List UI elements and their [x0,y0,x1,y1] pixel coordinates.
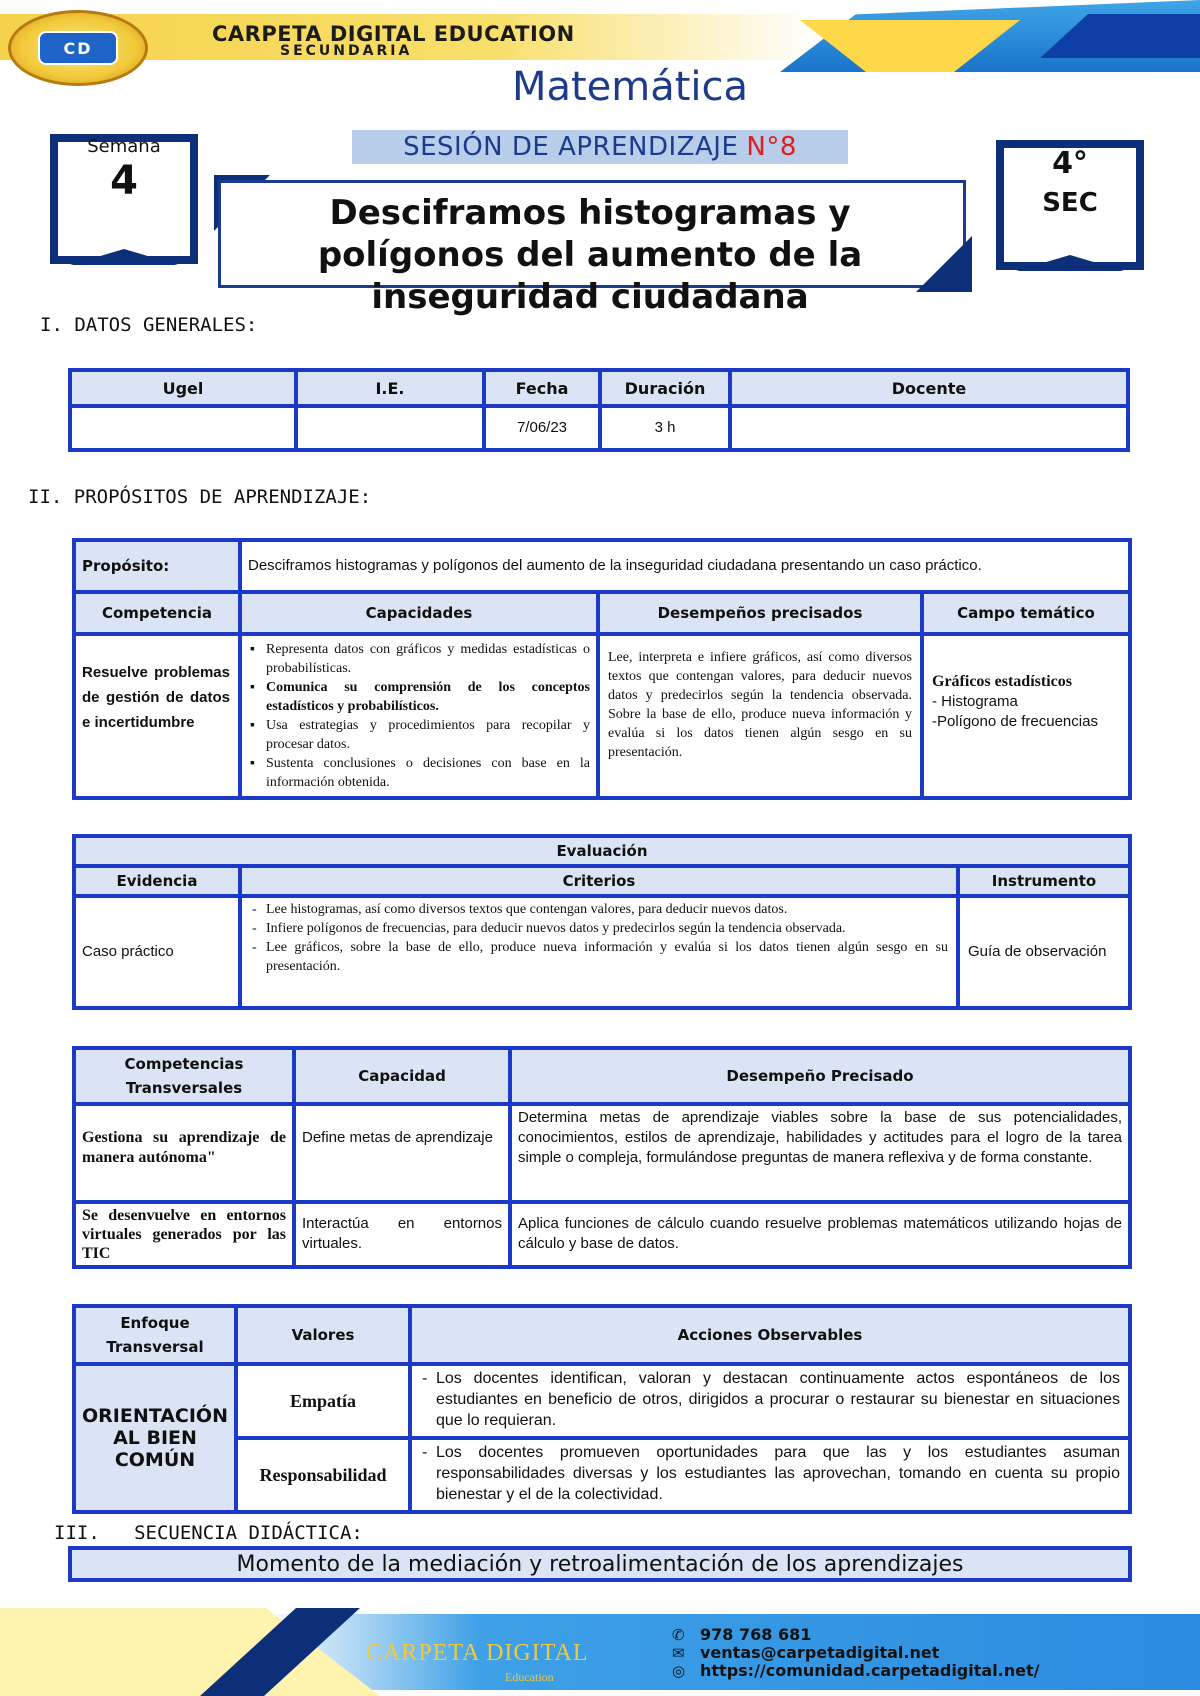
accion-cell [412,1440,1128,1510]
transversal-capacidad: Define metas de aprendizaje [296,1106,508,1200]
purpose-label: Propósito: [76,542,238,590]
col-ie: I.E. [298,372,482,404]
evaluation-table [72,834,1132,1010]
footer-brand-sub: Education [505,1670,554,1684]
valor-cell: Empatía [238,1366,408,1436]
evaluation-title: Evaluación [76,838,1128,864]
session-label-box [352,130,848,164]
accion-list [420,1442,1120,1505]
cell-ugel [72,408,294,448]
week-label: Semana [87,136,161,157]
footer-phone-row [672,1626,1039,1644]
grade-badge-inner [1004,148,1136,262]
grade-badge [996,140,1144,270]
col-evidencia: Evidencia [76,868,238,894]
col-docente: Docente [732,372,1126,404]
col-ugel: Ugel [72,372,294,404]
campo-title: Gráficos estadísticos [932,673,1072,690]
transversal-desempeno: Aplica funciones de cálculo cuando resuelve problemas matemáticos utilizando hojas de cálculo y base de datos. [512,1204,1128,1265]
section1-heading: I. DATOS GENERALES: [40,314,258,336]
col-capacidad: Capacidad [296,1050,508,1102]
section3-heading: III. SECUENCIA DIDÁCTICA: [54,1522,363,1544]
purpose-text: Desciframos histogramas y polígonos del aumento de la inseguridad ciudadana presentando un caso práctico. [242,542,1128,590]
accion-cell [412,1366,1128,1436]
footer-url-row [672,1662,1039,1680]
enfoque-table [72,1304,1132,1514]
capacidad-item: ▪ Comunica su comprensión de los conceptos estadísticos y probabilísticos. [248,678,590,716]
valor-cell: Responsabilidad [238,1440,408,1510]
moment-title: Momento de la mediación y retroalimentación de los aprendizajes [72,1550,1128,1578]
col-competencia: Competencia [76,594,238,632]
session-number: N°8 [746,132,797,162]
criterio-item: - Lee histogramas, así como diversos textos que contengan valores, para deducir nuevos datos. [250,900,948,919]
col-valores: Valores [238,1308,408,1362]
col-fecha: Fecha [486,372,598,404]
general-data-table [68,368,1130,452]
brand-title: CARPETA DIGITAL EDUCATION [212,22,575,46]
campo-item: - Histograma [932,693,1018,710]
phone-icon: ✆ [672,1626,685,1644]
accion-item: - Los docentes identifican, valoran y destacan continuamente actos espontáneos de los estudiantes en beneficio de otros, dirigidos a procurar o restaurar su bienestar en situaciones que lo requieran. [420,1368,1120,1431]
campo-cell [924,636,1128,796]
campo-item: -Polígono de frecuencias [932,713,1098,730]
logo-text: CD [38,31,118,65]
capacidades-list [248,640,590,792]
brand-subtitle: SECUNDARIA [280,43,413,59]
transversal-capacidad: Interactúa en entornos virtuales. [296,1204,508,1265]
footer-email-row [672,1644,1039,1662]
cell-fecha: 7/06/23 [486,408,598,448]
col-campo: Campo temático [924,594,1128,632]
instrumento-cell: Guía de observación [960,898,1128,1006]
criterios-list [250,900,948,976]
capacidad-item: ▪ Representa datos con gráficos y medidas estadísticas o probabilísticas. [248,640,590,678]
cell-docente [732,408,1126,448]
col-criterios: Criterios [242,868,956,894]
col-enfoque: Enfoque Transversal [76,1308,234,1362]
week-badge [50,134,198,264]
cell-ie [298,408,482,448]
footer-email[interactable]: ventas@carpetadigital.net [700,1643,940,1662]
globe-icon: ◎ [672,1662,686,1680]
transversal-competencia: Se desenvuelve en entornos virtuales generados por las TIC [76,1204,292,1265]
moment-table [68,1546,1132,1582]
transversal-competencies-table [72,1046,1132,1269]
subject-title: Matemática [511,64,749,110]
grade-number: 4° [1052,146,1088,181]
col-capacidades: Capacidades [242,594,596,632]
footer-url[interactable]: https://comunidad.carpetadigital.net/ [700,1661,1040,1680]
competencia-cell: Resuelve problemas de gestión de datos e incertidumbre [76,636,238,796]
col-instrumento: Instrumento [960,868,1128,894]
col-acciones: Acciones Observables [412,1308,1128,1362]
col-duracion: Duración [602,372,728,404]
cell-duracion: 3 h [602,408,728,448]
criterio-item: - Infiere polígonos de frecuencias, para deducir nuevos datos y predecirlos según la tendencia observada. [250,919,948,938]
grade-label: SEC [1042,188,1098,218]
capacidad-item: ▪ Sustenta conclusiones o decisiones con base en la información obtenida. [248,754,590,792]
week-badge-inner [58,136,190,256]
col-desempeno-precisado: Desempeño Precisado [512,1050,1128,1102]
mail-icon: ✉ [672,1644,685,1662]
footer-contact [672,1626,1039,1680]
capacidades-cell [242,636,596,796]
evidencia-cell: Caso práctico [76,898,238,1006]
footer-brand: CARPETA DIGITAL [366,1640,589,1666]
transversal-desempeno: Determina metas de aprendizaje viables sobre la base de sus potencialidades, conocimientos, estilos de aprendizaje, habilidades y actitudes para el logro de la tarea simple o compleja, formulándose preguntas de manera reflexiva y de forma constante. [512,1106,1128,1200]
lesson-title: Desciframos histogramas y polígonos del aumento de la inseguridad ciudadana [317,193,863,317]
transversal-competencia: Gestiona su aprendizaje de manera autónoma" [76,1106,292,1200]
section2-heading: II. PROPÓSITOS DE APRENDIZAJE: [28,486,372,508]
header-band [0,0,1200,72]
accion-list [420,1368,1120,1431]
col-competencias-transversales: Competencias Transversales [76,1050,292,1102]
enfoque-name: ORIENTACIÓN AL BIEN COMÚN [76,1366,234,1510]
purpose-table [72,538,1132,800]
week-number: 4 [110,158,138,204]
accion-item: - Los docentes promueven oportunidades para que las y los estudiantes asuman responsabilidades diversas y los estudiantes las aprovechan, tomando en cuenta su propio bienestar y el de la colectividad. [420,1442,1120,1505]
criterios-cell [242,898,956,1006]
footer-phone[interactable]: 978 768 681 [700,1625,812,1644]
session-label: SESIÓN DE APRENDIZAJE [403,132,739,162]
capacidad-item: ▪ Usa estrategias y procedimientos para recopilar y procesar datos. [248,716,590,754]
col-desempenos: Desempeños precisados [600,594,920,632]
footer [0,1608,1200,1696]
desempenos-cell: Lee, interpreta e infiere gráficos, así como diversos textos que contengan valores, para deducir nuevos datos y predecirlos según la tendencia observada. Sobre la base de ello, produce nueva información y evalúa si los datos tienen algún sesgo en su presentación. [600,636,920,796]
criterio-item: - Lee gráficos, sobre la base de ello, produce nueva información y evalúa si los datos tienen algún sesgo en su presentación. [250,938,948,976]
